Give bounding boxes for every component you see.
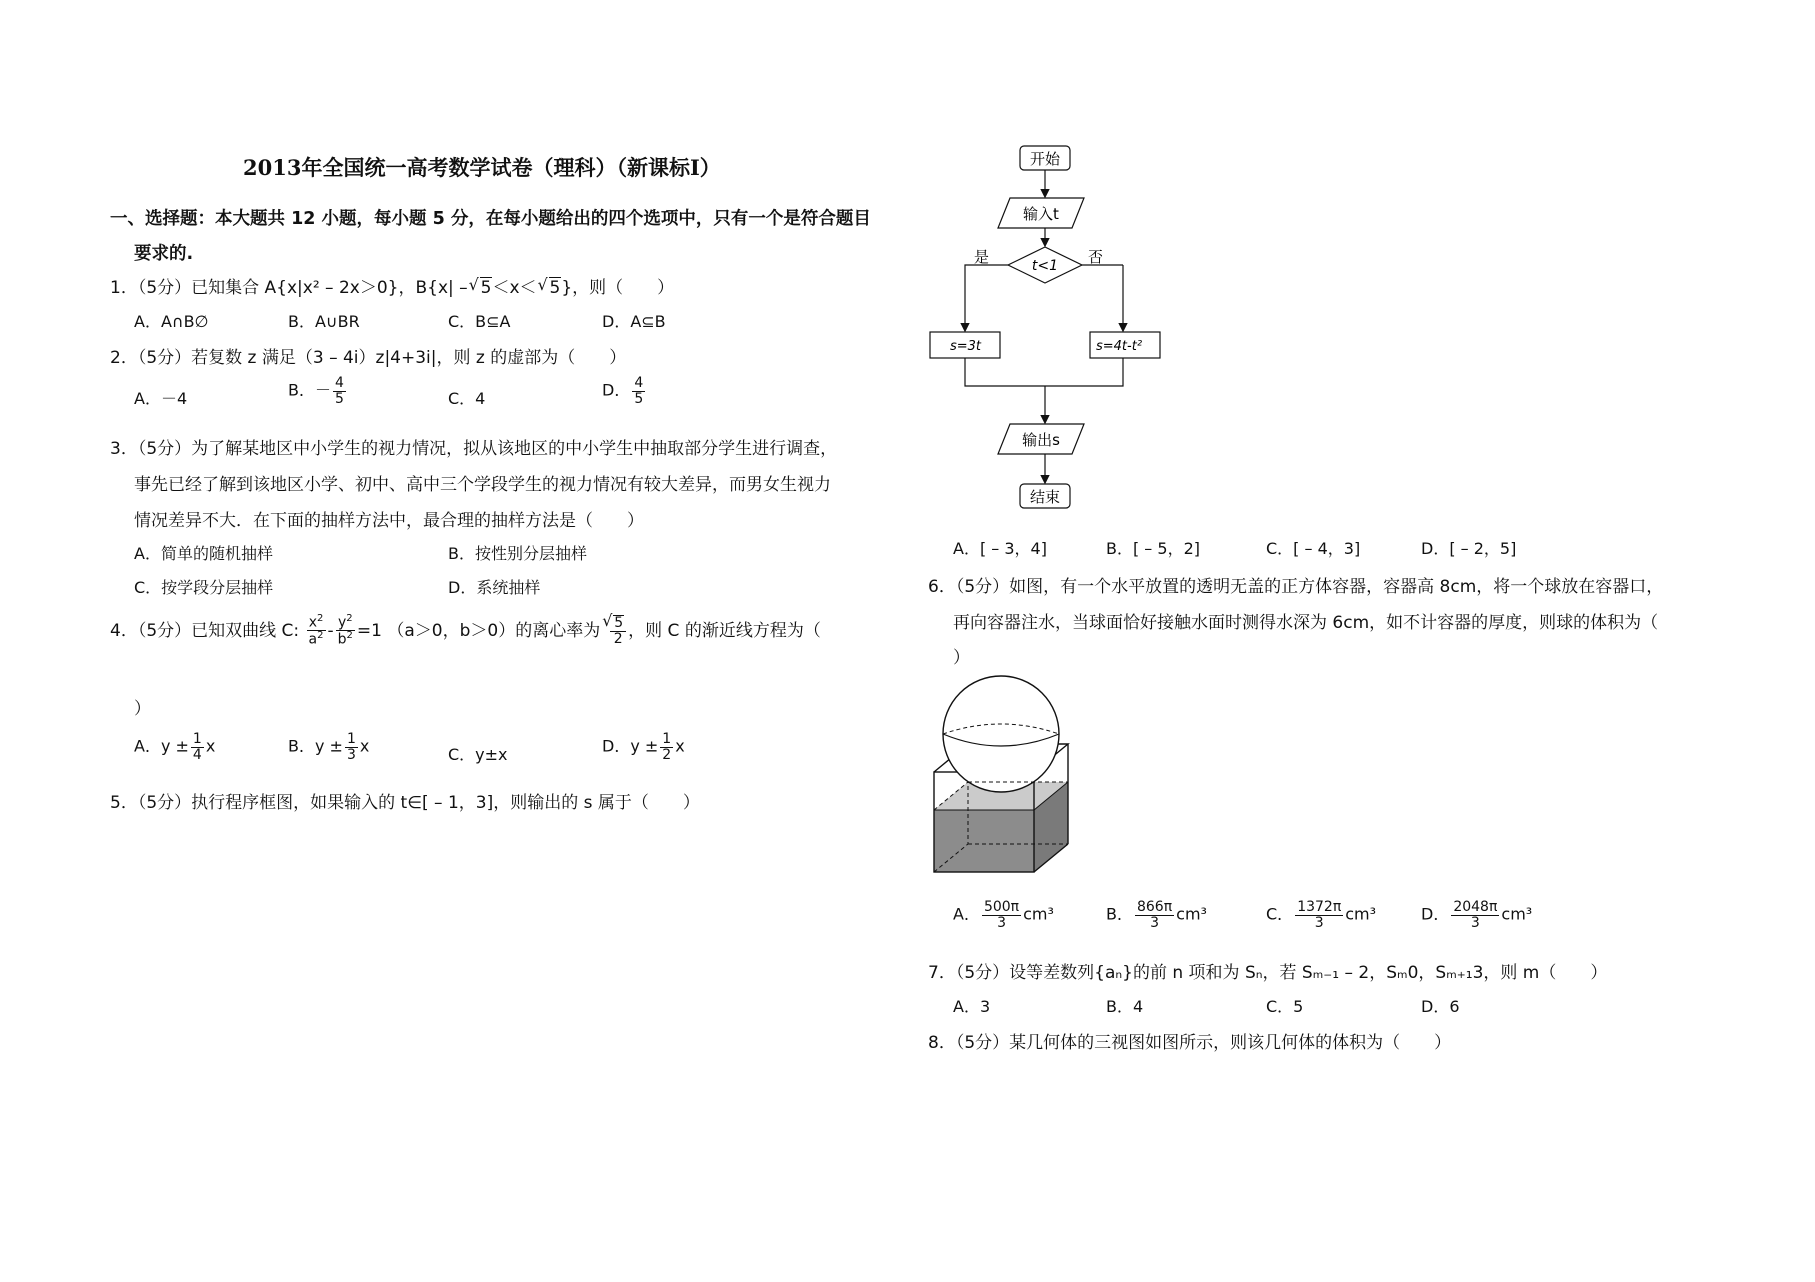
q6-option-a[interactable]: A． $\frac{500\pi}{3}$ cm³ bbox=[953, 899, 1054, 931]
fraction-y2-b2: $\frac{y^2}{b^2}$ bbox=[337, 613, 353, 648]
flow-yes-label: 是 bbox=[974, 248, 990, 266]
flow-no-label: 否 bbox=[1088, 248, 1104, 266]
question-8: 8．（5分）某几何体的三视图如图所示，则该几何体的体积为（ ） bbox=[928, 1033, 1452, 1053]
question-1: 1．（5分）已知集合 A{x|x² – 2x＞0}，B{x| –√ 5＜x＜√ 5}，则（ ） bbox=[110, 273, 674, 298]
flowchart bbox=[920, 140, 1104, 520]
q1-option-a[interactable]: A．A∩B∅ bbox=[134, 312, 209, 331]
question-6-line-3: ） bbox=[953, 648, 970, 668]
q5-option-a[interactable]: A．[ – 3，4] bbox=[953, 539, 1047, 558]
fraction-x2-a2: $\frac{x^2}{a^2}$ bbox=[308, 613, 324, 648]
q1-option-c[interactable]: C．B⊆A bbox=[448, 312, 511, 331]
q2-option-b[interactable]: B．－ $\frac{4}{5}$ bbox=[288, 375, 344, 407]
sqrt-5b: √ 5 bbox=[549, 277, 562, 298]
q5-option-c[interactable]: C．[ – 4，3] bbox=[1266, 539, 1361, 558]
q6-option-d[interactable]: D． $\frac{2048\pi}{3}$ cm³ bbox=[1421, 899, 1533, 931]
question-6-line-1: 6．（5分）如图，有一个水平放置的透明无盖的正方体容器，容器高 8cm，将一个球放在容器口， bbox=[928, 577, 1664, 597]
q7-option-c[interactable]: C．5 bbox=[1266, 997, 1304, 1016]
question-4: 4．（5分）已知双曲线 C: $\frac{x^2}{a^2}$ - $\frac{y^2}{b^2}$ =1 （a＞0，b＞0）的离心率为 √ $\frac{5}{2}$ ，则 C 的渐近线方程为（ bbox=[110, 614, 821, 648]
q4-option-a[interactable]: A．y ± $\frac{1}{4}$ x bbox=[134, 731, 216, 763]
question-3-line-3: 情况差异不大．在下面的抽样方法中，最合理的抽样方法是（ ） bbox=[134, 511, 644, 531]
q4-option-b[interactable]: B．y ± $\frac{1}{3}$ x bbox=[288, 731, 370, 763]
question-4-close: ） bbox=[134, 699, 151, 719]
q6-option-b[interactable]: B． $\frac{866\pi}{3}$ cm³ bbox=[1106, 899, 1207, 931]
q3-option-a[interactable]: A．简单的随机抽样 bbox=[134, 544, 273, 563]
q1-option-b[interactable]: B．A∪BR bbox=[288, 312, 360, 331]
flow-end-label: 结束 bbox=[1029, 488, 1061, 506]
sphere-cube-figure bbox=[928, 676, 1088, 876]
section-heading: 一、选择题：本大题共 12 小题，每小题 5 分，在每小题给出的四个选项中，只有一个是符合题目 bbox=[110, 209, 871, 229]
q3-option-b[interactable]: B．按性别分层抽样 bbox=[448, 544, 587, 563]
q4-option-d[interactable]: D．y ± $\frac{1}{2}$ x bbox=[602, 731, 685, 763]
flow-output-label: 输出s bbox=[1022, 431, 1060, 449]
flow-start-label: 开始 bbox=[1029, 150, 1061, 168]
question-6-line-2: 再向容器注水，当球面恰好接触水面时测得水深为 6cm，如不计容器的厚度，则球的体积为（ bbox=[953, 613, 1659, 633]
section-heading-cont: 要求的. bbox=[134, 244, 194, 264]
flow-decision-label: t<1 bbox=[1031, 258, 1059, 274]
q6-option-c[interactable]: C． $\frac{1372\pi}{3}$ cm³ bbox=[1266, 899, 1377, 931]
q1-option-d[interactable]: D．A⊆B bbox=[602, 312, 666, 331]
q3-option-d[interactable]: D．系统抽样 bbox=[448, 578, 541, 597]
q2-option-c[interactable]: C．4 bbox=[448, 389, 486, 408]
question-3-line-1: 3．（5分）为了解某地区中小学生的视力情况，拟从该地区的中小学生中抽取部分学生进行调查， bbox=[110, 439, 838, 459]
q2-option-d[interactable]: D． $\frac{4}{5}$ bbox=[602, 375, 644, 407]
question-2: 2．（5分）若复数 z 满足（3 – 4i）z|4+3i|，则 z 的虚部为（ ） bbox=[110, 348, 627, 368]
q5-option-d[interactable]: D．[ – 2，5] bbox=[1421, 539, 1517, 558]
exam-title: 2013年全国统一高考数学试卷（理科）（新课标I） bbox=[243, 155, 721, 180]
q7-option-b[interactable]: B．4 bbox=[1106, 997, 1144, 1016]
q7-option-d[interactable]: D．6 bbox=[1421, 997, 1460, 1016]
q3-option-c[interactable]: C．按学段分层抽样 bbox=[134, 578, 274, 597]
fraction-sqrt5-2: √ $\frac{5}{2}$ bbox=[610, 615, 626, 646]
question-3-line-2: 事先已经了解到该地区小学、初中、高中三个学段学生的视力情况有较大差异，而男女生视力 bbox=[134, 475, 831, 495]
flow-input-label: 输入t bbox=[1023, 205, 1059, 223]
q2-option-a[interactable]: A．－4 bbox=[134, 389, 188, 408]
fraction: $\frac{4}{5}$ bbox=[335, 375, 344, 407]
flowchart-right-branch bbox=[1080, 260, 1180, 400]
flow-right-label: s=4t-t² bbox=[1096, 339, 1143, 354]
fraction: $\frac{4}{5}$ bbox=[634, 375, 644, 407]
q4-option-c[interactable]: C．y±x bbox=[448, 745, 508, 764]
sqrt-5: √ 5 bbox=[480, 277, 493, 298]
flow-left-label: s=3t bbox=[950, 339, 982, 354]
question-7: 7．（5分）设等差数列{aₙ}的前 n 项和为 Sₙ，若 Sₘ₋₁ – 2，Sₘ0，Sₘ₊₁3，则 m（ ） bbox=[928, 963, 1608, 983]
q5-option-b[interactable]: B．[ – 5，2] bbox=[1106, 539, 1200, 558]
question-5: 5．（5分）执行程序框图，如果输入的 t∈[ – 1，3]，则输出的 s 属于（ ） bbox=[110, 793, 700, 813]
q7-option-a[interactable]: A．3 bbox=[953, 997, 991, 1016]
